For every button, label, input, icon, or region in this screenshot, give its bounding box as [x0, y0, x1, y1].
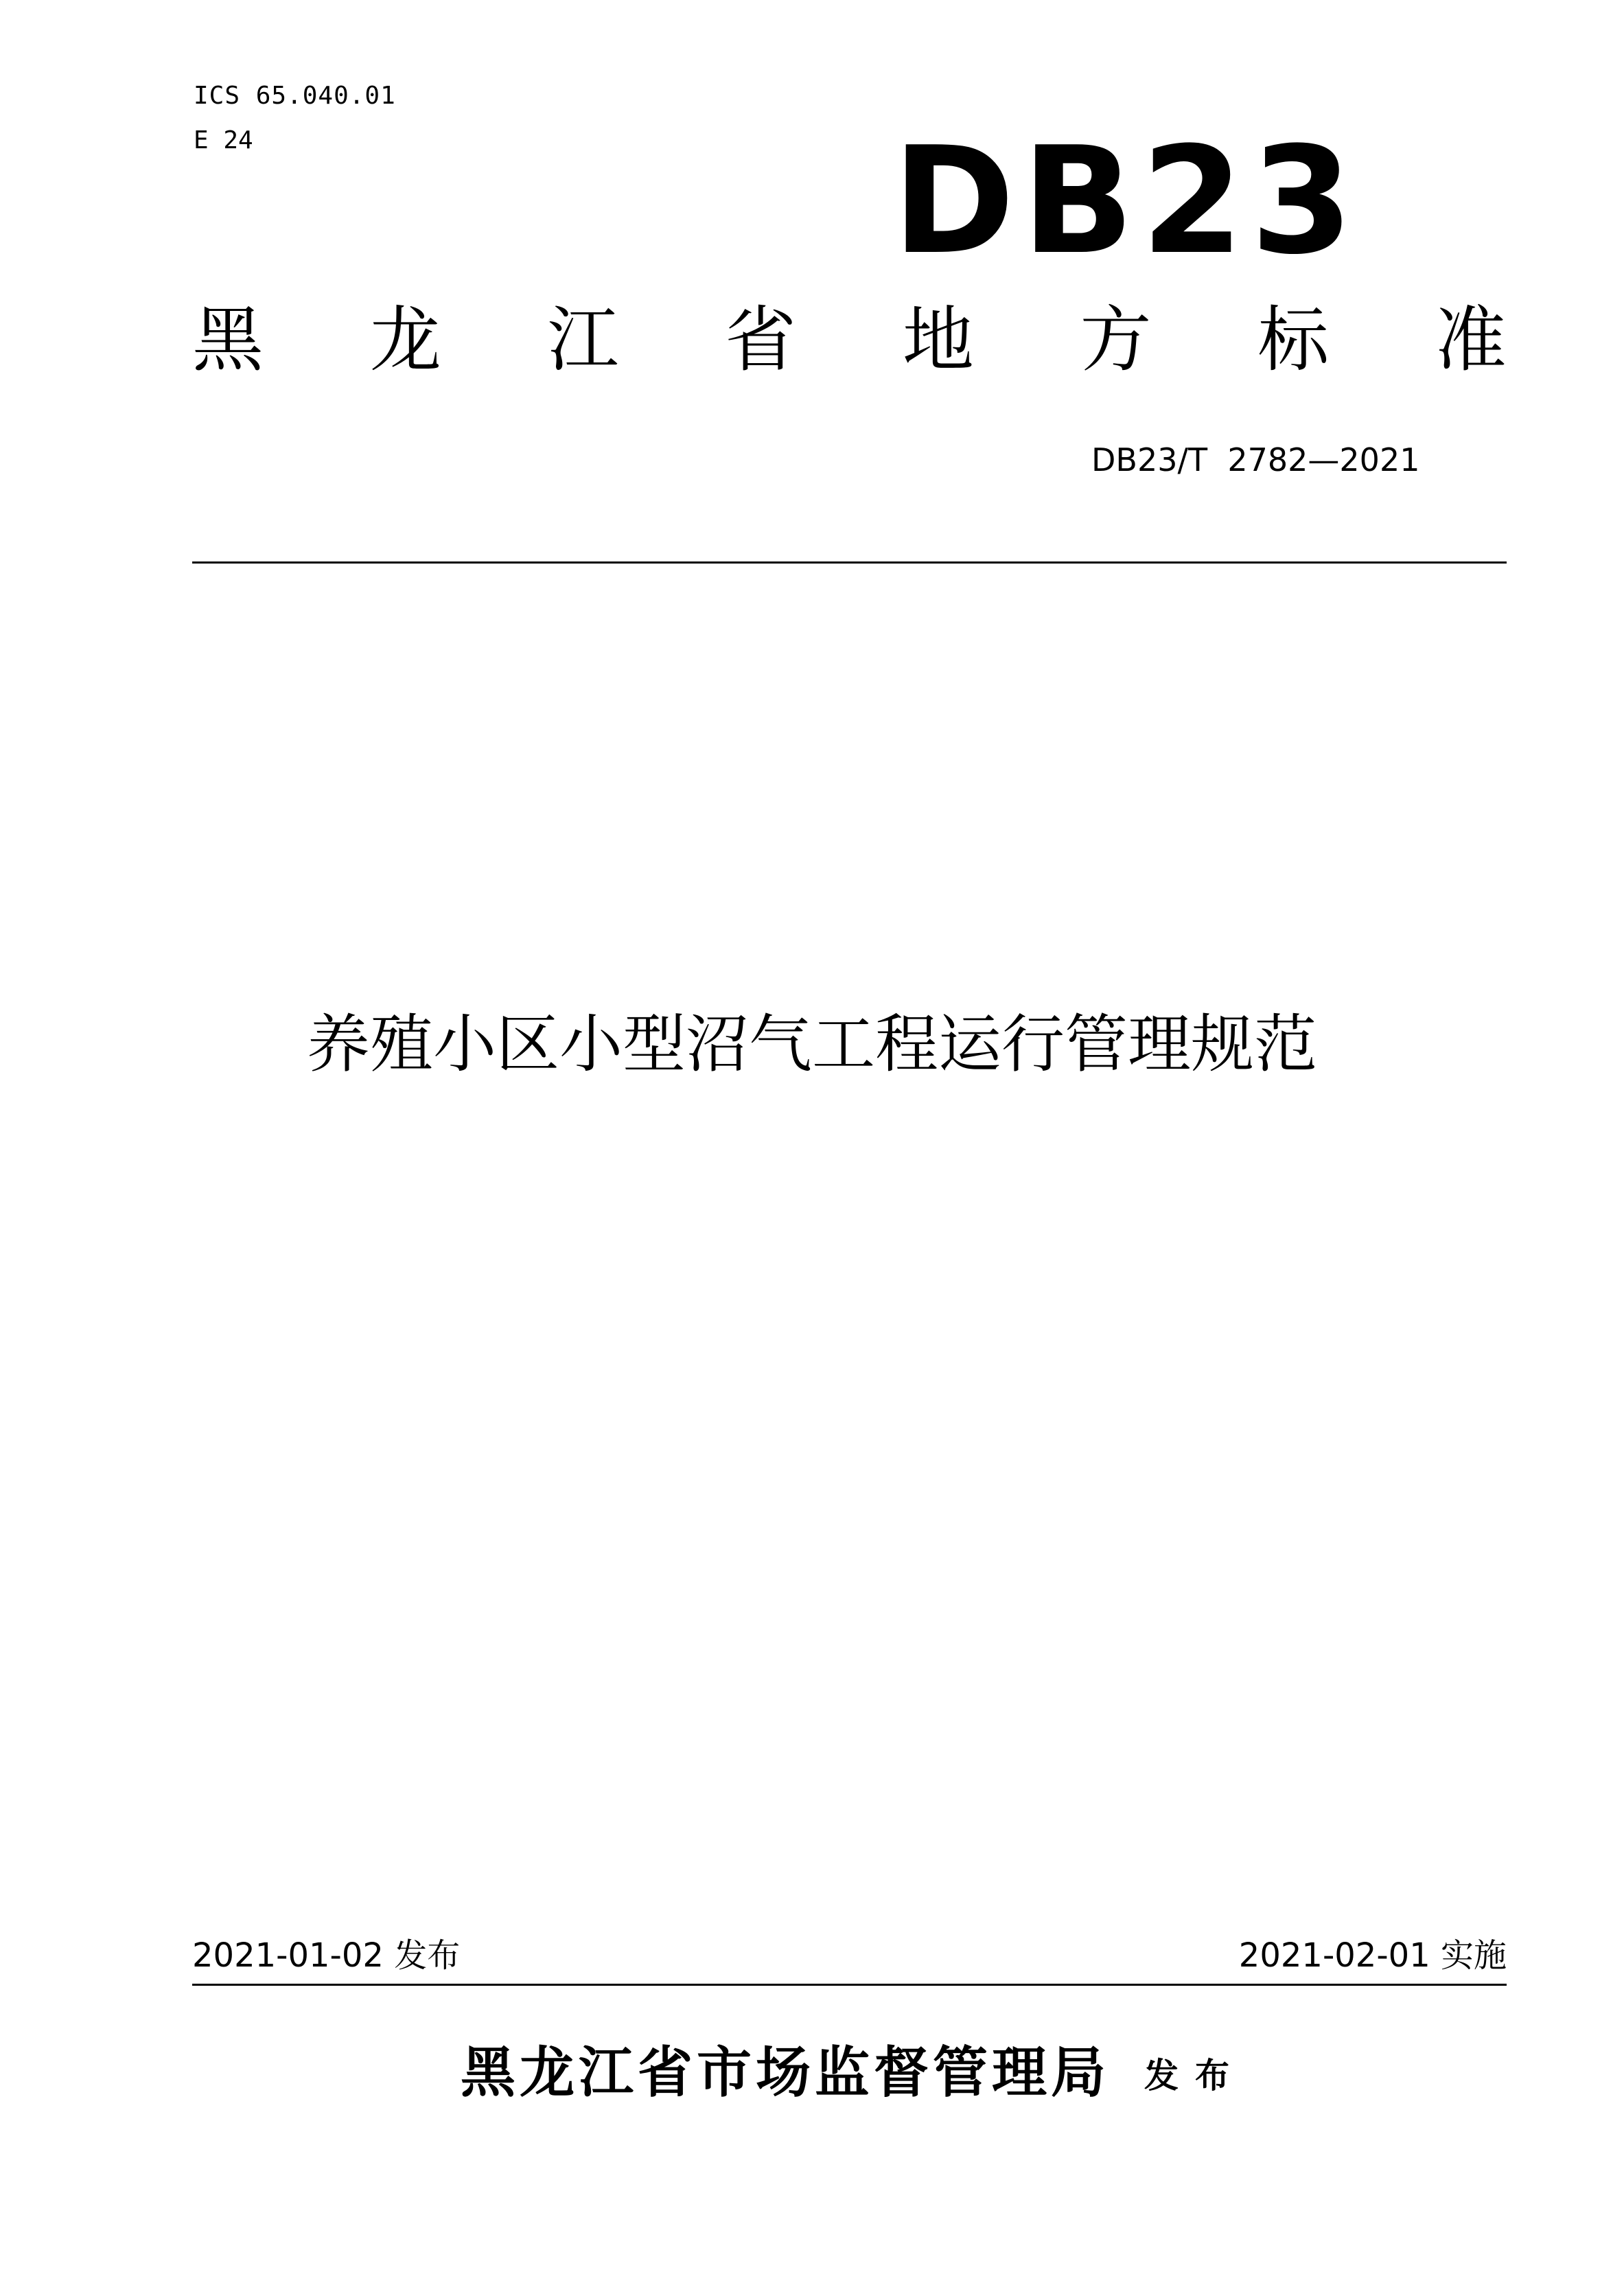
- top-divider: [192, 561, 1507, 564]
- standard-type-char: 标: [1257, 298, 1330, 382]
- standard-type-char: 准: [1435, 298, 1507, 382]
- standard-type-char: 龙: [369, 298, 441, 382]
- publisher-line: [0, 2035, 1624, 2113]
- standard-type-char: 省: [725, 298, 797, 382]
- standard-type-char: 地: [902, 298, 974, 382]
- publisher-action: 发布: [1144, 2056, 1246, 2096]
- effective-date: 2021-02-01 实施: [1238, 1936, 1507, 1975]
- standard-type-char: 江: [547, 298, 619, 382]
- standard-type-char: 黑: [192, 298, 264, 382]
- bottom-divider: [192, 1984, 1507, 1986]
- standard-logo: DB23: [892, 115, 1360, 287]
- standard-number: DB23/T 2782—2021: [1091, 441, 1420, 478]
- document-title: 养殖小区小型沼气工程运行管理规范: [306, 1008, 1317, 1081]
- standard-type-char: 方: [1080, 298, 1152, 382]
- standard-type-heading: [192, 295, 1507, 384]
- issue-date: 2021-01-02 发布: [192, 1936, 461, 1975]
- publisher-name: 黑龙江省市场监督管理局: [461, 2041, 1110, 2104]
- ics-code: ICS 65.040.01: [194, 82, 396, 110]
- category-code: E 24: [194, 126, 253, 154]
